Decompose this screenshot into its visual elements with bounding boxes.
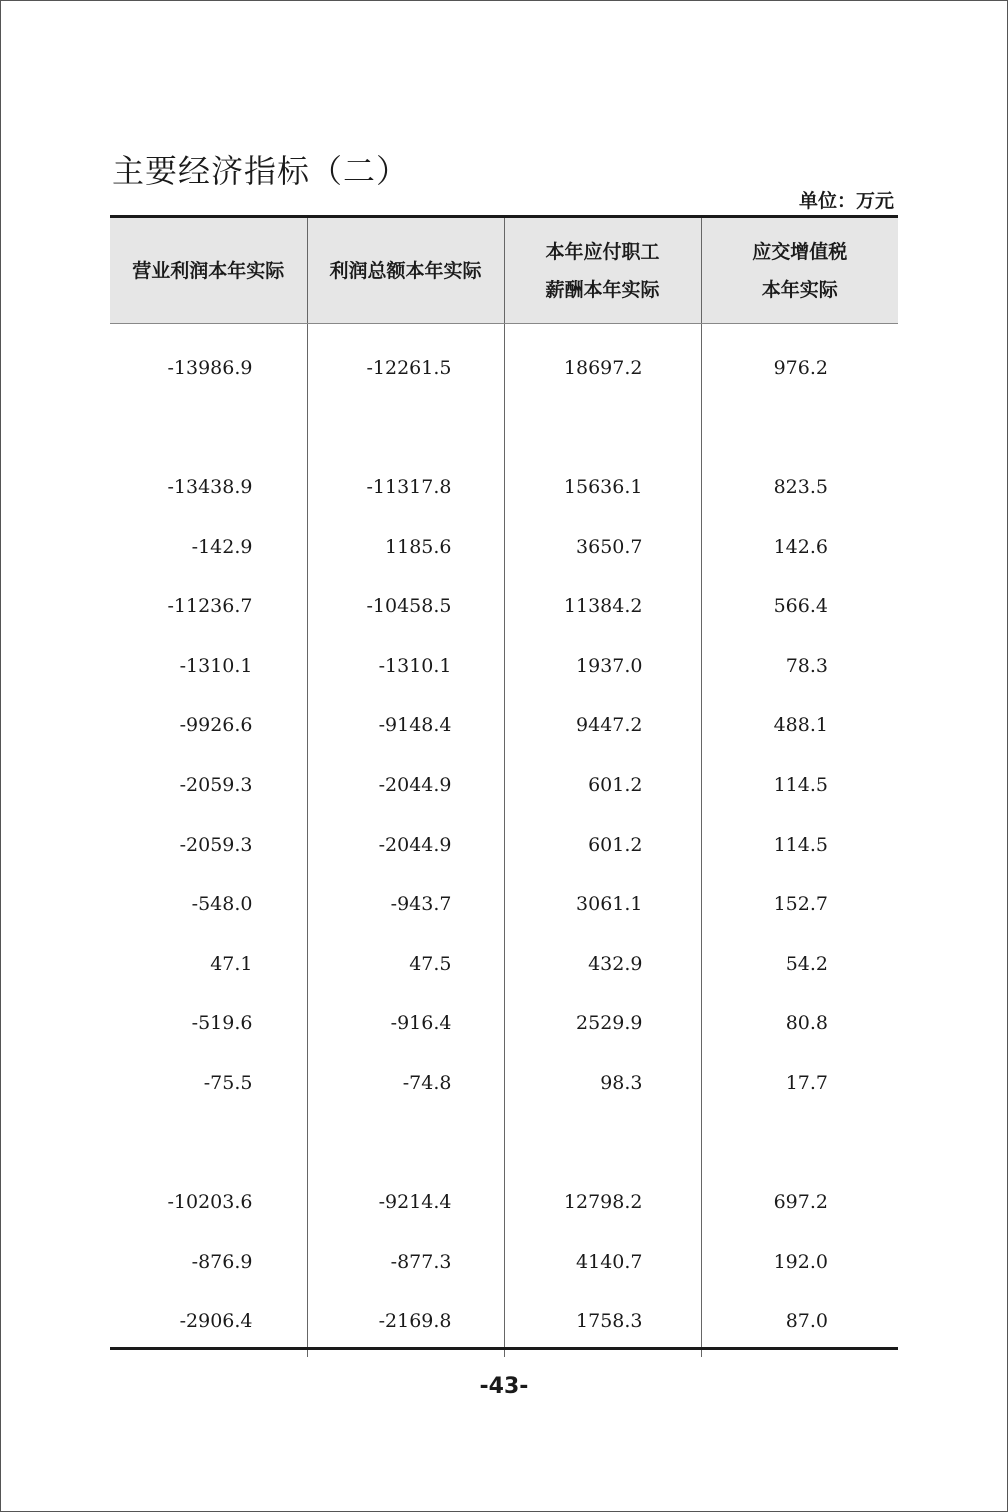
indicator-table xyxy=(110,215,898,1357)
cell-payroll: 601.2 xyxy=(504,815,701,875)
cell-payroll: 4140.7 xyxy=(504,1232,701,1292)
table-row xyxy=(110,696,898,756)
cell-vat: 192.0 xyxy=(701,1232,898,1292)
cell-total-profit: -2044.9 xyxy=(307,815,504,875)
cell-total-profit: -9148.4 xyxy=(307,696,504,756)
cell-operating-profit: -2059.3 xyxy=(179,773,253,796)
cell-operating-profit: -13986.9 xyxy=(167,356,253,379)
table-row xyxy=(110,1053,898,1113)
cell-vat xyxy=(701,398,898,458)
cell-vat: 823.5 xyxy=(701,457,898,517)
cell-operating-profit xyxy=(110,1113,307,1173)
cell-total-profit: -10458.5 xyxy=(307,576,504,636)
cell-vat: 78.3 xyxy=(701,636,898,696)
header-row xyxy=(110,217,898,324)
header-operating-profit xyxy=(110,217,307,324)
cell-payroll: 12798.2 xyxy=(504,1172,701,1232)
cell-payroll: 1937.0 xyxy=(504,636,701,696)
cell-vat xyxy=(701,1113,898,1173)
cell-vat: 114.5 xyxy=(701,815,898,875)
cell-vat: 976.2 xyxy=(701,324,898,398)
cell-vat: 697.2 xyxy=(701,1172,898,1232)
cell-payroll: 2529.9 xyxy=(504,994,701,1054)
table-row xyxy=(110,815,898,875)
table-body xyxy=(110,324,898,1358)
cell-operating-profit: -142.9 xyxy=(191,535,253,558)
table-bottom-rule xyxy=(110,1347,898,1350)
header-total-profit xyxy=(307,217,504,324)
cell-total-profit: -916.4 xyxy=(307,994,504,1054)
header-line: 利润总额本年实际 xyxy=(329,259,482,282)
cell-operating-profit: -9926.6 xyxy=(179,714,253,737)
cell-operating-profit: -2906.4 xyxy=(179,1310,253,1333)
page-number: -43- xyxy=(479,1374,529,1399)
cell-total-profit xyxy=(307,1113,504,1173)
cell-total-profit: -1310.1 xyxy=(307,636,504,696)
cell-operating-profit: -876.9 xyxy=(191,1250,253,1273)
cell-operating-profit: -75.5 xyxy=(203,1071,253,1094)
cell-total-profit: -9214.4 xyxy=(307,1172,504,1232)
table-row xyxy=(110,636,898,696)
header-line: 本年实际 xyxy=(761,278,838,301)
cell-operating-profit: -11236.7 xyxy=(167,595,253,618)
cell-vat: 114.5 xyxy=(701,755,898,815)
table-row xyxy=(110,874,898,934)
cell-payroll: 3650.7 xyxy=(504,517,701,577)
cell-vat: 142.6 xyxy=(701,517,898,577)
table-row-blank xyxy=(110,1113,898,1173)
table-row xyxy=(110,1232,898,1292)
cell-vat: 87.0 xyxy=(701,1292,898,1358)
cell-vat: 566.4 xyxy=(701,576,898,636)
table-row xyxy=(110,934,898,994)
cell-total-profit: -2044.9 xyxy=(307,755,504,815)
cell-operating-profit: 47.1 xyxy=(210,952,253,975)
unit-label: 单位：万元 xyxy=(798,190,894,212)
header-vat xyxy=(701,217,898,324)
cell-vat: 17.7 xyxy=(701,1053,898,1113)
cell-vat: 80.8 xyxy=(701,994,898,1054)
cell-total-profit: -74.8 xyxy=(307,1053,504,1113)
table-row xyxy=(110,324,898,398)
cell-vat: 488.1 xyxy=(701,696,898,756)
cell-payroll: 18697.2 xyxy=(504,324,701,398)
table-row xyxy=(110,457,898,517)
table-header xyxy=(110,217,898,324)
table-row xyxy=(110,755,898,815)
cell-total-profit: -11317.8 xyxy=(307,457,504,517)
cell-total-profit xyxy=(307,398,504,458)
indicator-table-container xyxy=(110,215,898,1357)
cell-payroll xyxy=(504,1113,701,1173)
header-line: 应交增值税 xyxy=(752,240,848,263)
cell-payroll: 432.9 xyxy=(504,934,701,994)
cell-operating-profit: -519.6 xyxy=(191,1012,253,1035)
cell-total-profit: -2169.8 xyxy=(307,1292,504,1358)
header-line: 本年应付职工 xyxy=(545,240,660,263)
cell-total-profit: -877.3 xyxy=(307,1232,504,1292)
cell-total-profit: 47.5 xyxy=(307,934,504,994)
table-row-blank xyxy=(110,398,898,458)
header-line: 营业利润本年实际 xyxy=(132,259,285,282)
cell-payroll: 1758.3 xyxy=(504,1292,701,1358)
cell-payroll: 11384.2 xyxy=(504,576,701,636)
cell-total-profit: -943.7 xyxy=(307,874,504,934)
table-row xyxy=(110,517,898,577)
cell-vat: 152.7 xyxy=(701,874,898,934)
cell-payroll: 15636.1 xyxy=(504,457,701,517)
cell-operating-profit: -2059.3 xyxy=(179,833,253,856)
header-line: 薪酬本年实际 xyxy=(545,278,660,301)
cell-operating-profit xyxy=(110,398,307,458)
cell-payroll: 9447.2 xyxy=(504,696,701,756)
cell-operating-profit: -10203.6 xyxy=(167,1191,253,1214)
cell-operating-profit: -1310.1 xyxy=(179,654,253,677)
table-row xyxy=(110,994,898,1054)
cell-operating-profit: -13438.9 xyxy=(167,475,253,498)
cell-operating-profit: -548.0 xyxy=(191,893,253,916)
cell-vat: 54.2 xyxy=(701,934,898,994)
cell-total-profit: 1185.6 xyxy=(307,517,504,577)
header-payroll xyxy=(504,217,701,324)
cell-payroll: 601.2 xyxy=(504,755,701,815)
cell-payroll: 3061.1 xyxy=(504,874,701,934)
cell-total-profit: -12261.5 xyxy=(307,324,504,398)
page-title: 主要经济指标（二） xyxy=(112,152,410,190)
table-row xyxy=(110,1172,898,1232)
cell-payroll xyxy=(504,398,701,458)
cell-payroll: 98.3 xyxy=(504,1053,701,1113)
table-row xyxy=(110,576,898,636)
